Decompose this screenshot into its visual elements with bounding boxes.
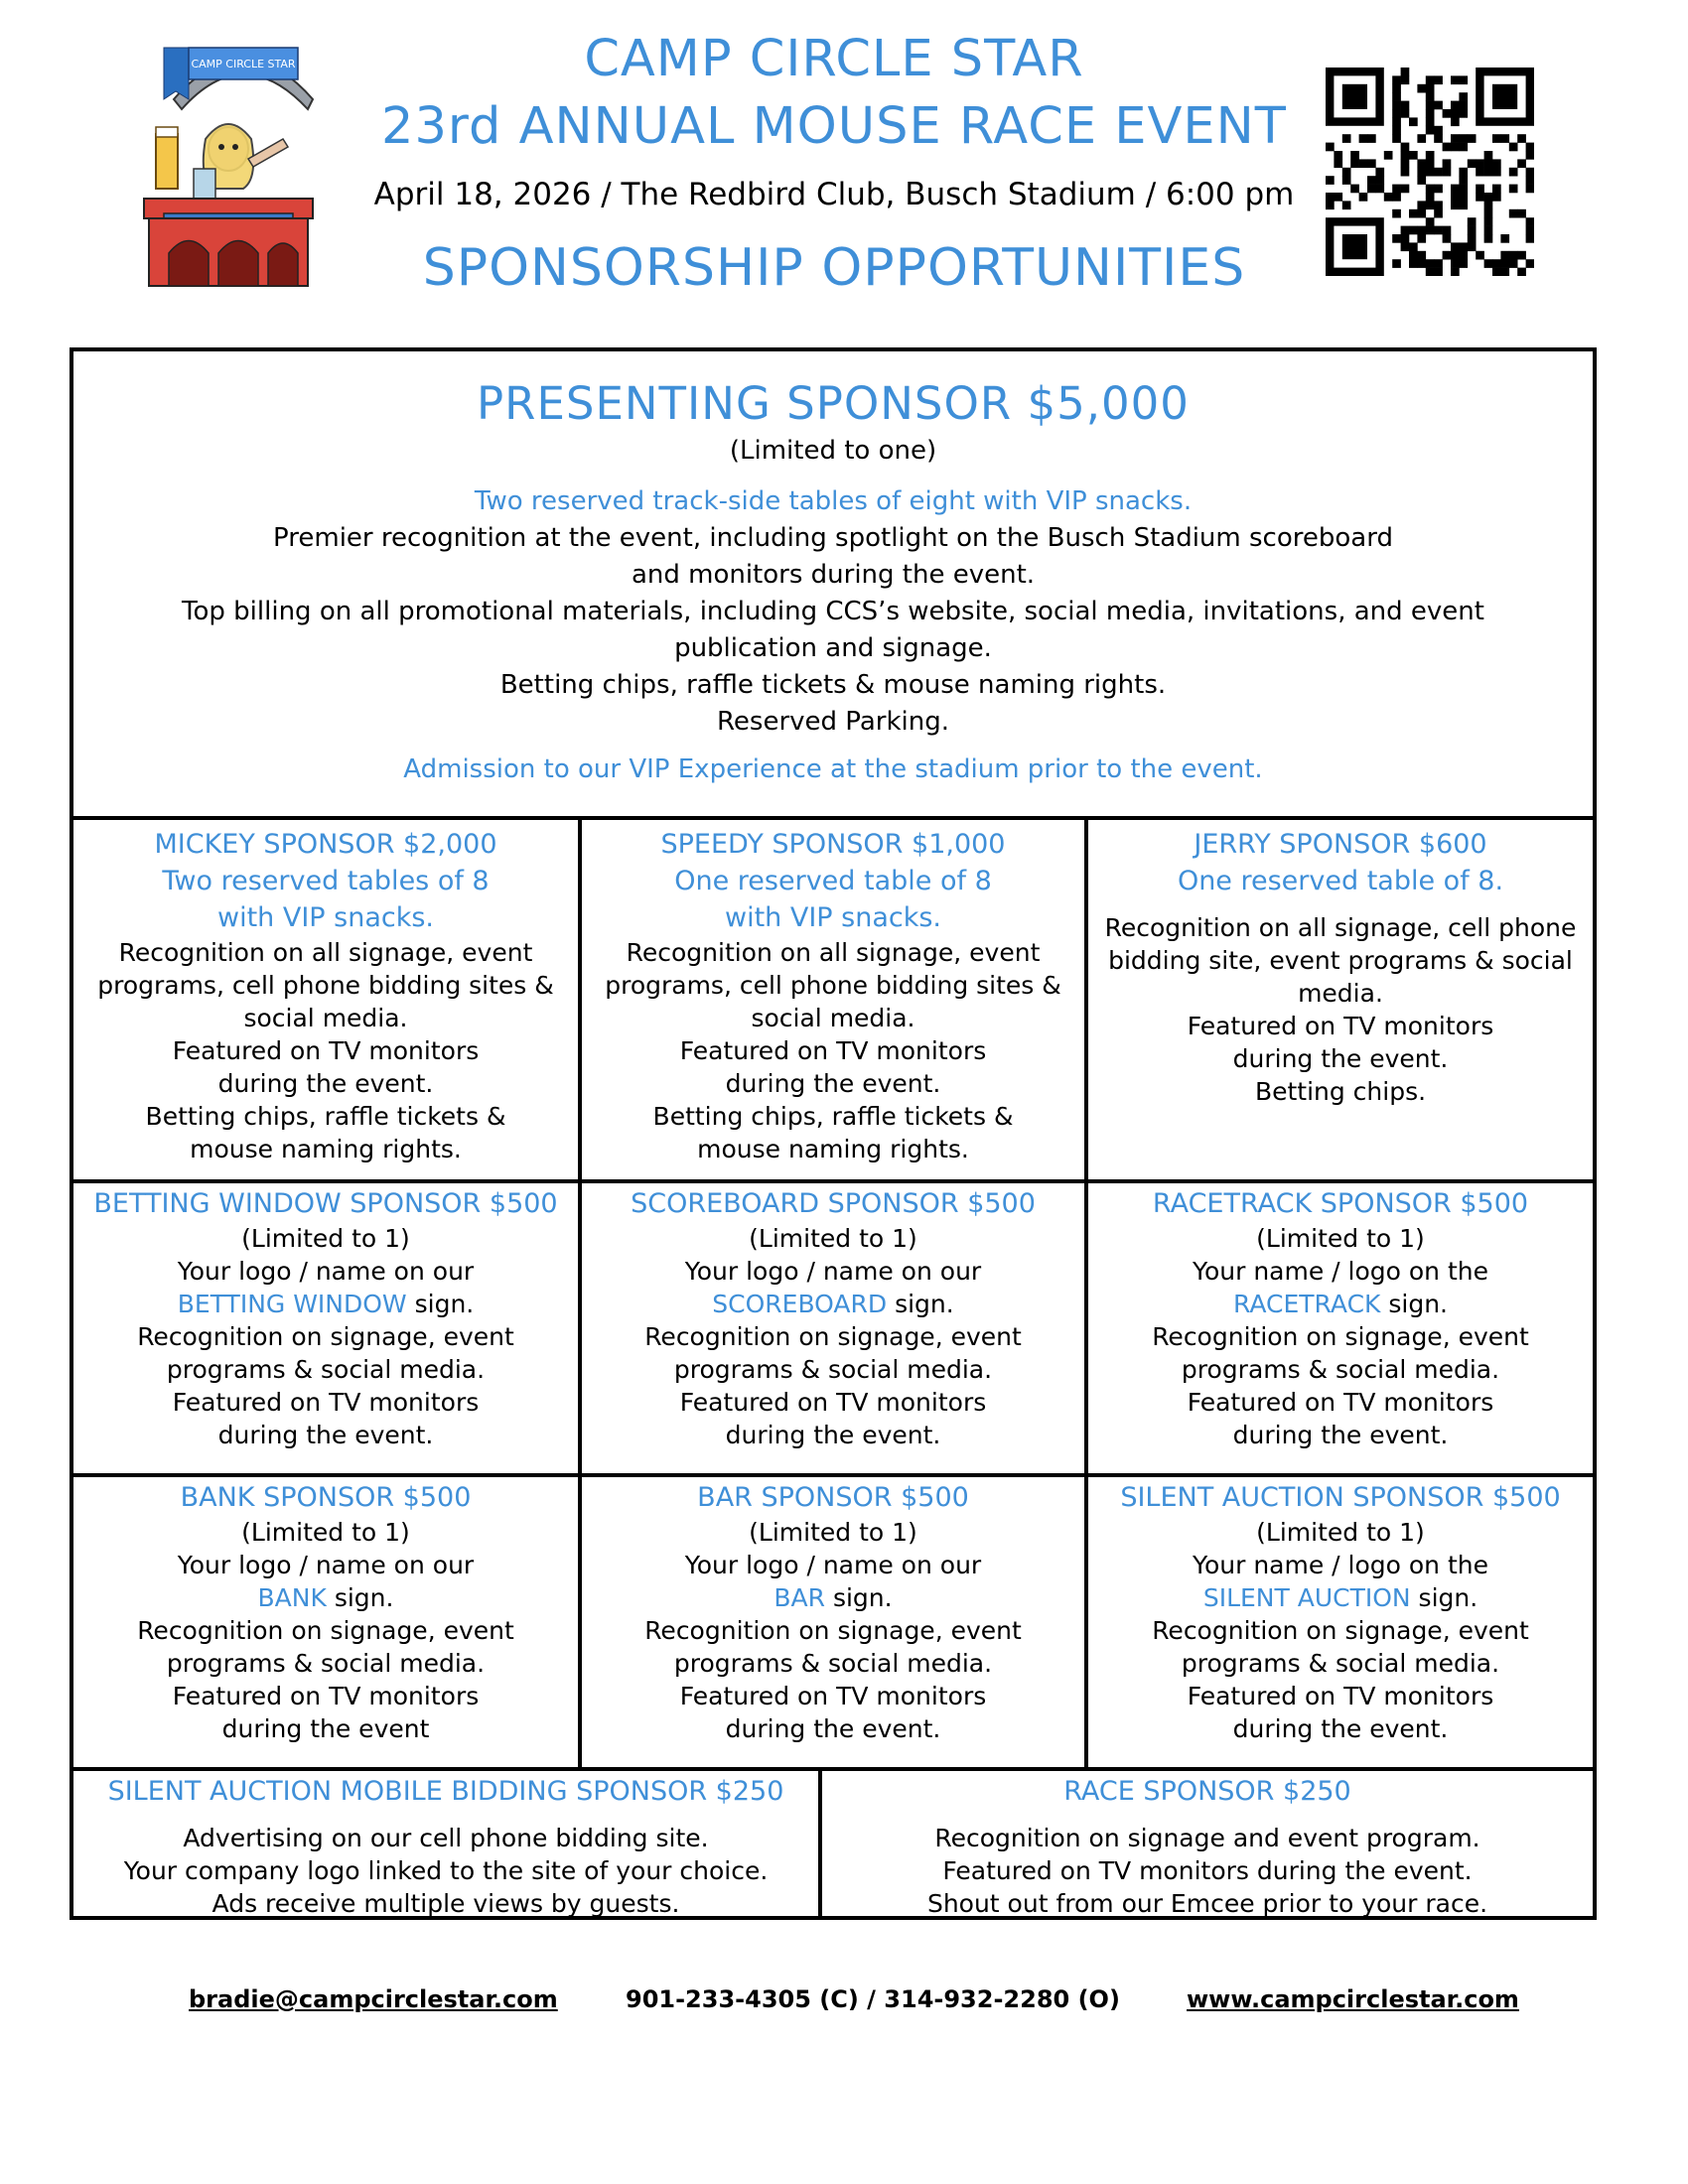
footer-phones: 901-233-4305 (C) / 314-932-2280 (O) [626, 1985, 1120, 2013]
tier-blue-line: with VIP snacks. [216, 902, 435, 933]
tier-line: Betting chips. [1254, 1077, 1427, 1106]
sign-line: Featured on TV monitors [1187, 1388, 1494, 1417]
sign-line: programs & social media. [166, 1355, 486, 1384]
sign-suffix: sign. [1410, 1583, 1478, 1612]
sign-line: Featured on TV monitors [172, 1388, 480, 1417]
sign-limit: (Limited to 1) [749, 1224, 917, 1253]
tier-line: Featured on TV monitors [1187, 1012, 1494, 1040]
race-sponsor-box [822, 1773, 1593, 1916]
sign-suffix: sign. [1380, 1290, 1448, 1318]
sign-line: Featured on TV monitors [172, 1682, 480, 1710]
tier-line: during the event. [217, 1069, 434, 1098]
tier-blue-line: with VIP snacks. [724, 902, 942, 933]
logo-banner-text: CAMP CIRCLE STAR [191, 58, 296, 70]
tier-line: social media. [243, 1004, 408, 1032]
org-name: CAMP CIRCLE STAR [584, 30, 1084, 88]
presenting-limit: (Limited to one) [729, 436, 937, 466]
section-title: SPONSORSHIP OPPORTUNITIES [422, 238, 1246, 298]
sign-title: BAR SPONSOR $500 [697, 1482, 969, 1513]
presenting-highlight: Two reserved track-side tables of eight with VIP snacks. [474, 486, 1193, 516]
presenting-line: and monitors during the event. [631, 560, 1036, 590]
sign-line: programs & social media. [1181, 1649, 1500, 1678]
sign-title: SCOREBOARD SPONSOR $500 [631, 1188, 1036, 1219]
presenting-title: PRESENTING SPONSOR $5,000 [477, 377, 1190, 430]
tier-line: during the event. [1232, 1044, 1449, 1073]
sign-line: Recognition on signage, event [1152, 1616, 1529, 1645]
sign-line: during the event. [725, 1714, 941, 1743]
sign-line: programs & social media. [673, 1355, 993, 1384]
sign-title: RACETRACK SPONSOR $500 [1152, 1188, 1529, 1219]
sign-line: Recognition on signage, event [644, 1322, 1022, 1351]
presenting-line: Premier recognition at the event, including spotlight on the Busch Stadium scoreboard [273, 523, 1393, 553]
sign-suffix: sign. [825, 1583, 893, 1612]
tier-title: JERRY SPONSOR $600 [1194, 829, 1487, 860]
tier-line: programs, cell phone bidding sites & [97, 971, 554, 1000]
tier-line: bidding site, event programs & social [1108, 946, 1573, 975]
tier-blue-line: One reserved table of 8 [674, 866, 992, 896]
footer-email-link[interactable]: bradie@campcirclestar.com [189, 1985, 558, 2013]
event-details: April 18, 2026 / The Redbird Club, Busch Stadium / 6:00 pm [373, 177, 1295, 212]
tier-line: media. [1298, 979, 1383, 1008]
presenting-line: Reserved Parking. [717, 707, 949, 737]
presenting-line: publication and signage. [674, 633, 992, 663]
bottom-line: Ads receive multiple views by guests. [211, 1889, 680, 1918]
tier-blue-line: One reserved table of 8. [1177, 866, 1504, 896]
sign-line: Featured on TV monitors [679, 1682, 987, 1710]
sign-suffix: sign. [406, 1290, 475, 1318]
tier-line: mouse naming rights. [190, 1135, 462, 1163]
scoreboard-sponsor-box [582, 1185, 1084, 1473]
sign-limit: (Limited to 1) [1256, 1518, 1425, 1547]
sign-line: programs & social media. [1181, 1355, 1500, 1384]
speedy-sponsor-box [582, 822, 1084, 1179]
presenting-vip-note: Admission to our VIP Experience at the stadium prior to the event. [403, 754, 1263, 784]
sign-line: Recognition on signage, event [137, 1322, 514, 1351]
bottom-line: Advertising on our cell phone bidding site. [183, 1824, 709, 1852]
sign-limit: (Limited to 1) [1256, 1224, 1425, 1253]
tier-title: SPEEDY SPONSOR $1,000 [660, 829, 1006, 860]
sign-line: during the event. [1232, 1714, 1449, 1743]
racetrack-sponsor-box [1088, 1185, 1593, 1473]
tier-line: Betting chips, raffle tickets & [145, 1102, 506, 1131]
tier-title: MICKEY SPONSOR $2,000 [154, 829, 497, 860]
sign-line: Recognition on signage, event [1152, 1322, 1529, 1351]
tier-line: Featured on TV monitors [172, 1036, 480, 1065]
sign-title: SILENT AUCTION SPONSOR $500 [1120, 1482, 1561, 1513]
silent-auction-sponsor-box [1088, 1479, 1593, 1767]
sign-limit: (Limited to 1) [241, 1518, 410, 1547]
tier-line: Betting chips, raffle tickets & [652, 1102, 1014, 1131]
tier-line: social media. [751, 1004, 915, 1032]
sign-keyword: BAR [774, 1583, 826, 1612]
sign-keyword: SCOREBOARD [712, 1290, 888, 1318]
bottom-line: Your company logo linked to the site of your choice. [123, 1856, 769, 1885]
sign-line: during the event. [217, 1421, 434, 1449]
bottom-title: SILENT AUCTION MOBILE BIDDING SPONSOR $250 [107, 1776, 784, 1807]
bottom-line: Featured on TV monitors during the event. [942, 1856, 1473, 1885]
betting-window-sponsor-box [73, 1185, 578, 1473]
sign-keyword: SILENT AUCTION [1202, 1583, 1411, 1612]
sign-keyword: BETTING WINDOW [177, 1290, 407, 1318]
jerry-sponsor-box [1088, 822, 1593, 1179]
sign-line: Featured on TV monitors [1187, 1682, 1494, 1710]
sign-line: Recognition on signage, event [644, 1616, 1022, 1645]
sign-lead: Your logo / name on our [684, 1257, 982, 1286]
sign-lead: Your logo / name on our [684, 1551, 982, 1579]
bottom-line: Recognition on signage and event program. [934, 1824, 1480, 1852]
mickey-sponsor-box [73, 822, 578, 1179]
bottom-line: Shout out from our Emcee prior to your race. [926, 1889, 1488, 1918]
sign-keyword: BANK [257, 1583, 327, 1612]
tier-line: mouse naming rights. [697, 1135, 969, 1163]
sign-line: during the event. [1232, 1421, 1449, 1449]
presenting-sponsor-box [73, 351, 1593, 816]
tier-blue-line: Two reserved tables of 8 [162, 866, 490, 896]
sign-lead: Your name / logo on the [1193, 1257, 1488, 1286]
sign-line: Featured on TV monitors [679, 1388, 987, 1417]
sign-line: Recognition on signage, event [137, 1616, 514, 1645]
event-name: 23rd ANNUAL MOUSE RACE EVENT [381, 97, 1287, 156]
tier-line: during the event. [725, 1069, 941, 1098]
presenting-line: Top billing on all promotional materials, including CCS’s website, social media, invitations, and event [182, 597, 1484, 626]
tier-line: programs, cell phone bidding sites & [605, 971, 1061, 1000]
bottom-title: RACE SPONSOR $250 [1063, 1776, 1351, 1807]
bank-sponsor-box [73, 1479, 578, 1767]
presenting-line: Betting chips, raffle tickets & mouse naming rights. [499, 670, 1167, 700]
sign-keyword: RACETRACK [1233, 1290, 1381, 1318]
sign-lead: Your logo / name on our [177, 1551, 475, 1579]
mobile-bidding-sponsor-box [73, 1773, 818, 1916]
sign-lead: Your name / logo on the [1193, 1551, 1488, 1579]
sign-title: BANK SPONSOR $500 [180, 1482, 472, 1513]
sign-title: BETTING WINDOW SPONSOR $500 [93, 1188, 558, 1219]
bar-sponsor-box [582, 1479, 1084, 1767]
tier-line: Recognition on all signage, event [118, 938, 533, 967]
tier-line: Recognition on all signage, event [626, 938, 1041, 967]
footer-website-link[interactable]: www.campcirclestar.com [1187, 1985, 1519, 2013]
sign-limit: (Limited to 1) [749, 1518, 917, 1547]
sign-line: programs & social media. [166, 1649, 486, 1678]
sign-line: programs & social media. [673, 1649, 993, 1678]
sign-lead: Your logo / name on our [177, 1257, 475, 1286]
sign-line: during the event. [725, 1421, 941, 1449]
sponsorship-grid [70, 347, 1597, 1920]
sign-limit: (Limited to 1) [241, 1224, 410, 1253]
sign-suffix: sign. [326, 1583, 394, 1612]
sign-line: during the event [221, 1714, 430, 1743]
sign-suffix: sign. [887, 1290, 954, 1318]
tier-line: Recognition on all signage, cell phone [1104, 913, 1577, 942]
tier-line: Featured on TV monitors [679, 1036, 987, 1065]
